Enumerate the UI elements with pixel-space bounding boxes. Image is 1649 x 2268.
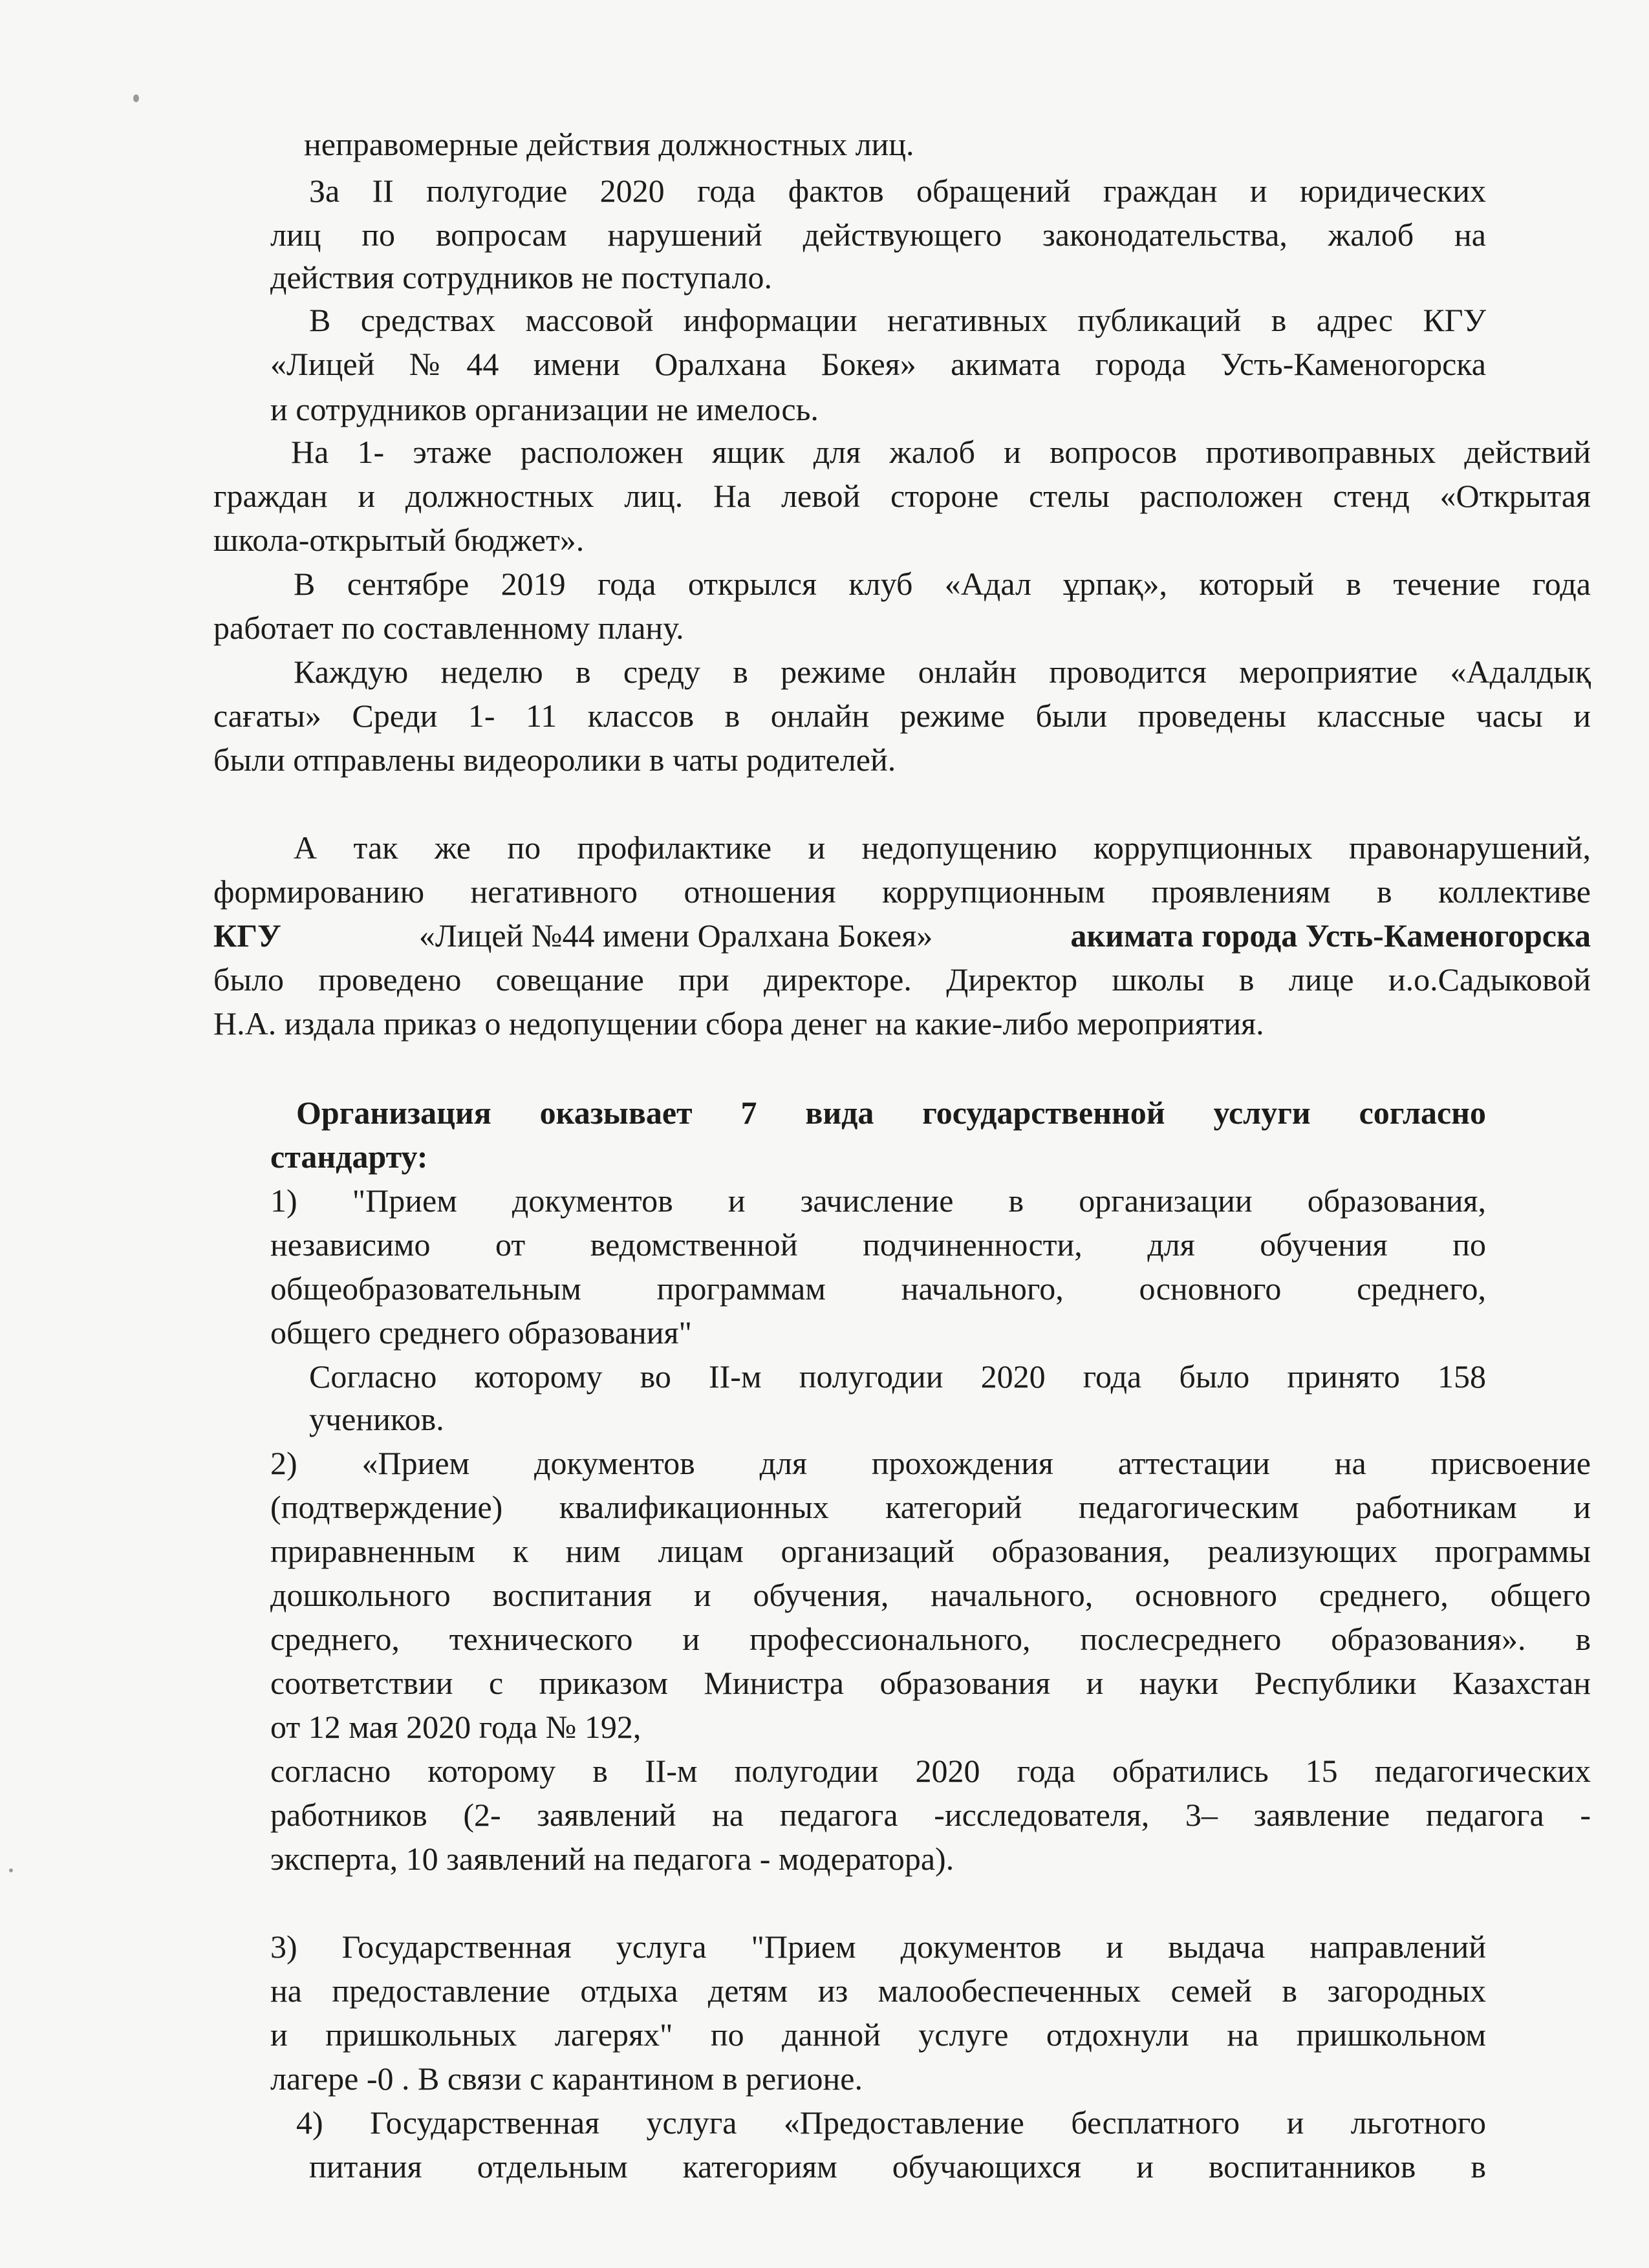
- text-line: было проведено совещание при директоре. Директор школы в лице и.о.Садыковой: [213, 961, 1591, 998]
- list-item-line: общего среднего образования": [270, 1314, 692, 1351]
- text-line: действия сотрудников не поступало.: [270, 259, 772, 295]
- org-name: «Лицей №44 имени Оралхана Бокея»: [418, 917, 933, 954]
- list-item-line: 3) Государственная услуга "Прием документов и выдача направлений: [270, 1929, 1486, 1965]
- list-item-line: эксперта, 10 заявлений на педагога - модератора).: [270, 1841, 954, 1877]
- text-line: формированию негативного отношения коррупционным проявлениям в коллективе: [213, 873, 1591, 910]
- text-line: В сентябре 2019 года открылся клуб «Адал ұрпақ», который в течение года: [294, 566, 1591, 602]
- text-line-mixed: [213, 913, 1591, 958]
- text-line: граждан и должностных лиц. На левой стороне стелы расположен стенд «Открытая: [213, 478, 1591, 514]
- list-item-line: согласно которому в II-м полугодии 2020 года обратились 15 педагогических: [270, 1753, 1591, 1789]
- text-line: Каждую неделю в среду в режиме онлайн проводится мероприятие «Адалдық: [294, 654, 1591, 690]
- list-item-line: приравненным к ним лицам организаций образования, реализующих программы: [270, 1533, 1591, 1569]
- text-line: За II полугодие 2020 года фактов обращений граждан и юридических: [309, 173, 1486, 209]
- list-item-line: общеобразовательным программам начального, основного среднего,: [270, 1270, 1486, 1307]
- text-line: На 1- этаже расположен ящик для жалоб и вопросов противоправных действий: [291, 434, 1591, 470]
- section-heading: Организация оказывает 7 вида государственной услуги согласно: [296, 1095, 1486, 1131]
- list-item-line: Согласно которому во II-м полугодии 2020 года было принято 158: [309, 1358, 1486, 1395]
- list-item-line: 1) "Прием документов и зачисление в организации образования,: [270, 1182, 1486, 1219]
- list-item-line: питания отдельным категориям обучающихся и воспитанников в: [309, 2148, 1486, 2185]
- text-line: неправомерные действия должностных лиц.: [304, 126, 914, 162]
- text-line: А так же по профилактике и недопущению коррупционных правонарушений,: [294, 829, 1591, 866]
- text-line: и сотрудников организации не имелось.: [270, 391, 819, 427]
- list-item-line: дошкольного воспитания и обучения, начального, основного среднего, общего: [270, 1577, 1591, 1613]
- list-item-line: от 12 мая 2020 года № 192,: [270, 1709, 641, 1745]
- list-item-line: работников (2- заявлений на педагога -исследователя, 3– заявление педагога -: [270, 1797, 1591, 1833]
- akimat-name: акимата города Усть-Каменогорска: [1070, 917, 1591, 954]
- text-line: школа-открытый бюджет».: [213, 522, 585, 558]
- org-abbrev: КГУ: [213, 917, 281, 954]
- text-line: лиц по вопросам нарушений действующего законодательства, жалоб на: [270, 217, 1486, 253]
- list-item-line: 2) «Прием документов для прохождения аттестации на присвоение: [270, 1445, 1591, 1481]
- text-line: сағаты» Среди 1- 11 классов в онлайн режиме были проведены классные часы и: [213, 698, 1591, 734]
- text-line: В средствах массовой информации негативных публикаций в адрес КГУ: [309, 302, 1486, 338]
- text-line: работает по составленному плану.: [213, 610, 684, 646]
- list-item-line: учеников.: [309, 1401, 444, 1437]
- list-item-line: 4) Государственная услуга «Предоставление бесплатного и льготного: [296, 2104, 1486, 2141]
- list-item-line: (подтверждение) квалификационных категорий педагогическим работникам и: [270, 1489, 1591, 1525]
- list-item-line: независимо от ведомственной подчиненности, для обучения по: [270, 1226, 1486, 1263]
- list-item-line: среднего, технического и профессионального, послесреднего образования». в: [270, 1621, 1591, 1657]
- list-item-line: и пришкольных лагерях" по данной услуге отдохнули на пришкольном: [270, 2017, 1486, 2053]
- text-line: были отправлены видеоролики в чаты родителей.: [213, 742, 896, 778]
- list-item-line: на предоставление отдыха детям из малообеспеченных семей в загородных: [270, 1973, 1486, 2009]
- text-line: Н.А. издала приказ о недопущении сбора денег на какие-либо мероприятия.: [213, 1005, 1264, 1042]
- list-item-line: лагере -0 . В связи с карантином в регионе.: [270, 2060, 863, 2097]
- list-item-line: соответствии с приказом Министра образования и науки Республики Казахстан: [270, 1665, 1591, 1701]
- text-line: «Лицей №44 имени Оралхана Бокея» акимата города Усть-Каменогорска: [270, 346, 1486, 382]
- section-heading: стандарту:: [270, 1139, 428, 1175]
- scan-speck: [9, 1868, 13, 1872]
- scan-speck: [133, 94, 139, 102]
